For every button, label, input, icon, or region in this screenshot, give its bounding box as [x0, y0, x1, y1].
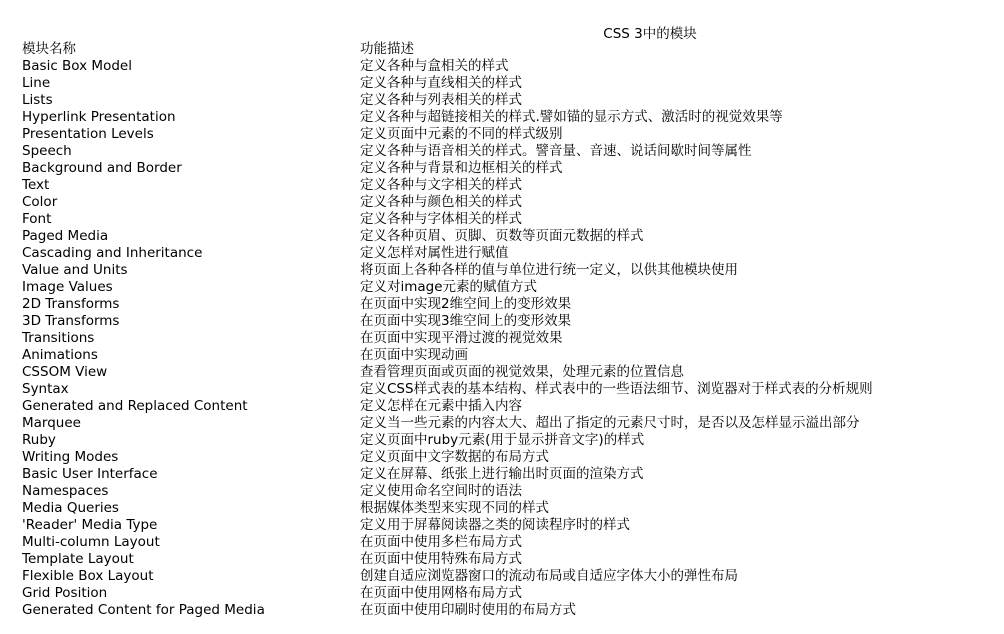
module-name-cell: Text [22, 177, 50, 193]
module-desc-cell: 定义怎样在元素中插入内容 [360, 398, 522, 414]
table-row [22, 228, 873, 245]
module-name-cell: 2D Transforms [22, 296, 120, 312]
module-name-cell: Paged Media [22, 228, 109, 244]
table-row [22, 415, 873, 432]
module-name-cell: Multi-column Layout [22, 534, 160, 550]
module-desc-cell: 定义使用命名空间时的语法 [360, 483, 522, 499]
module-name-cell: Ruby [22, 432, 56, 448]
table-row [22, 313, 873, 330]
module-desc-cell: 定义各种与文字相关的样式 [360, 177, 522, 193]
module-name-cell: Marquee [22, 415, 81, 431]
table-row [22, 126, 873, 143]
table-row [22, 466, 873, 483]
module-name-cell: Basic Box Model [22, 58, 132, 74]
module-name-cell: Writing Modes [22, 449, 119, 465]
table-row [22, 364, 873, 381]
module-desc-cell: 定义用于屏幕阅读器之类的阅读程序时的样式 [360, 517, 630, 533]
module-desc-cell: 定义怎样对属性进行赋值 [360, 245, 509, 261]
module-desc-cell: 定义各种与语音相关的样式。譬音量、音速、说话间歇时间等属性 [360, 143, 752, 159]
module-name-cell: Value and Units [22, 262, 128, 278]
table-row [22, 449, 873, 466]
module-desc-cell: 定义各种与字体相关的样式 [360, 211, 522, 227]
module-desc-cell: 定义CSS样式表的基本结构、样式表中的一些语法细节、浏览器对于样式表的分析规则 [360, 381, 873, 397]
module-name-cell: Line [22, 75, 51, 91]
module-desc-cell: 定义页面中元素的不同的样式级别 [360, 126, 563, 142]
table-row [22, 398, 873, 415]
table-row [22, 534, 873, 551]
module-desc-cell: 将页面上各种各样的值与单位进行统一定义，以供其他模块使用 [360, 262, 738, 278]
module-name-cell: Generated and Replaced Content [22, 398, 248, 414]
module-name-cell: CSSOM View [22, 364, 108, 380]
css3-module-table [22, 41, 873, 619]
module-name-cell: Hyperlink Presentation [22, 109, 176, 125]
table-row [22, 279, 873, 296]
module-desc-cell: 在页面中实现3维空间上的变形效果 [360, 313, 572, 329]
module-desc-cell: 查看管理页面或页面的视觉效果，处理元素的位置信息 [360, 364, 684, 380]
module-name-cell: Transitions [22, 330, 95, 346]
module-name-cell: Flexible Box Layout [22, 568, 154, 584]
module-desc-cell: 根据媒体类型来实现不同的样式 [360, 500, 549, 516]
module-desc-cell: 在页面中使用印刷时使用的布局方式 [360, 602, 576, 618]
module-desc-cell: 创建自适应浏览器窗口的流动布局或自适应字体大小的弹性布局 [360, 568, 738, 584]
module-name-cell: Grid Position [22, 585, 108, 601]
module-name-cell: Speech [22, 143, 72, 159]
table-row [22, 58, 873, 75]
module-name-cell: Syntax [22, 381, 69, 397]
table-row [22, 585, 873, 602]
table-row [22, 143, 873, 160]
module-desc-cell: 定义各种页眉、页脚、页数等页面元数据的样式 [360, 228, 644, 244]
table-header-row [22, 41, 873, 58]
table-row [22, 296, 873, 313]
module-name-cell: Template Layout [22, 551, 134, 567]
module-name-cell: Font [22, 211, 52, 227]
column-header-desc: 功能描述 [360, 41, 414, 57]
table-row [22, 177, 873, 194]
module-name-cell: Media Queries [22, 500, 119, 516]
module-name-cell: Basic User Interface [22, 466, 158, 482]
module-desc-cell: 定义各种与列表相关的样式 [360, 92, 522, 108]
module-desc-cell: 在页面中实现平滑过渡的视觉效果 [360, 330, 563, 346]
table-row [22, 517, 873, 534]
table-row [22, 75, 873, 92]
module-desc-cell: 在页面中使用特殊布局方式 [360, 551, 522, 567]
module-desc-cell: 定义各种与超链接相关的样式.譬如锚的显示方式、激活时的视觉效果等 [360, 109, 783, 125]
table-row [22, 568, 873, 585]
module-desc-cell: 定义各种与盒相关的样式 [360, 58, 509, 74]
table-row [22, 381, 873, 398]
table-row [22, 245, 873, 262]
table-row [22, 432, 873, 449]
table-row [22, 160, 873, 177]
module-desc-cell: 定义页面中文字数据的布局方式 [360, 449, 549, 465]
module-desc-cell: 定义当一些元素的内容太大、超出了指定的元素尺寸时，是否以及怎样显示溢出部分 [360, 415, 860, 431]
module-desc-cell: 在页面中使用多栏布局方式 [360, 534, 522, 550]
table-row [22, 500, 873, 517]
module-desc-cell: 在页面中实现2维空间上的变形效果 [360, 296, 572, 312]
table-title: CSS 3中的模块 [603, 26, 697, 42]
module-name-cell: Image Values [22, 279, 113, 295]
module-name-cell: Animations [22, 347, 98, 363]
table-row [22, 602, 873, 619]
module-name-cell: Lists [22, 92, 53, 108]
table-row [22, 330, 873, 347]
module-desc-cell: 定义各种与直线相关的样式 [360, 75, 522, 91]
module-name-cell: Presentation Levels [22, 126, 154, 142]
table-row [22, 194, 873, 211]
table-row [22, 347, 873, 364]
module-name-cell: 'Reader' Media Type [22, 517, 158, 533]
module-name-cell: Color [22, 194, 58, 210]
module-name-cell: Namespaces [22, 483, 109, 499]
table-row [22, 92, 873, 109]
module-desc-cell: 定义各种与颜色相关的样式 [360, 194, 522, 210]
module-desc-cell: 在页面中使用网格布局方式 [360, 585, 522, 601]
table-row [22, 262, 873, 279]
table-row [22, 109, 873, 126]
table-row [22, 551, 873, 568]
module-desc-cell: 定义在屏幕、纸张上进行输出时页面的渲染方式 [360, 466, 644, 482]
table-row [22, 483, 873, 500]
column-header-name: 模块名称 [22, 41, 76, 57]
module-name-cell: Background and Border [22, 160, 182, 176]
module-name-cell: Generated Content for Paged Media [22, 602, 265, 618]
table-row [22, 211, 873, 228]
module-name-cell: Cascading and Inheritance [22, 245, 203, 261]
module-desc-cell: 定义各种与背景和边框相关的样式 [360, 160, 563, 176]
module-desc-cell: 定义页面中ruby元素(用于显示拼音文字)的样式 [360, 432, 645, 448]
module-desc-cell: 在页面中实现动画 [360, 347, 468, 363]
module-name-cell: 3D Transforms [22, 313, 120, 329]
module-desc-cell: 定义对image元素的赋值方式 [360, 279, 538, 295]
